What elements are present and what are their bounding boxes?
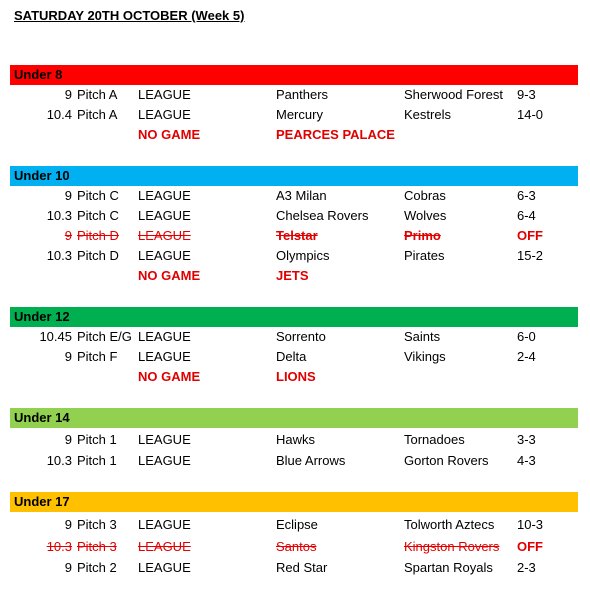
no-game-label: NO GAME [138, 268, 201, 283]
table-row [10, 558, 578, 578]
home-team: Mercury [276, 107, 323, 122]
away-team: Saints [404, 329, 441, 344]
score: 14-0 [517, 107, 544, 122]
match-type: LEAGUE [138, 539, 191, 554]
kickoff-time: 10.3 [46, 453, 72, 468]
match-type: LEAGUE [138, 349, 191, 364]
match-type: LEAGUE [138, 188, 191, 203]
score: 2-3 [517, 560, 536, 575]
no-game-label: NO GAME [138, 369, 201, 384]
section-under-12 [10, 307, 578, 387]
kickoff-time: 9 [64, 517, 72, 532]
score: 15-2 [517, 248, 544, 263]
score: 6-3 [517, 188, 536, 203]
table-row [10, 451, 578, 471]
section-header: Under 17 [10, 492, 578, 512]
match-type: LEAGUE [138, 329, 191, 344]
cancelled-row [10, 226, 578, 246]
kickoff-time: 10.4 [46, 107, 72, 122]
section-header: Under 8 [10, 65, 578, 85]
away-team: Gorton Rovers [404, 453, 489, 468]
score: 6-4 [517, 208, 536, 223]
cancelled-row [10, 537, 578, 557]
score: 10-3 [517, 517, 544, 532]
pitch: Pitch 1 [77, 453, 117, 468]
kickoff-time: 9 [64, 228, 72, 243]
match-type: LEAGUE [138, 248, 191, 263]
home-team: Chelsea Rovers [276, 208, 369, 223]
pitch: Pitch F [77, 349, 118, 364]
table-row [10, 515, 578, 535]
home-team: Sorrento [276, 329, 326, 344]
home-team: Red Star [276, 560, 328, 575]
match-type: LEAGUE [138, 517, 191, 532]
bye-team: JETS [276, 268, 309, 283]
kickoff-time: 9 [64, 87, 72, 102]
section-header: Under 12 [10, 307, 578, 327]
kickoff-time: 9 [64, 349, 72, 364]
pitch: Pitch A [77, 87, 118, 102]
match-type: LEAGUE [138, 228, 191, 243]
home-team: Santos [276, 539, 317, 554]
kickoff-time: 10.3 [46, 208, 72, 223]
score: 9-3 [517, 87, 536, 102]
bye-team: PEARCES PALACE [276, 127, 395, 142]
home-team: Olympics [276, 248, 330, 263]
away-team: Kingston Rovers [404, 539, 500, 554]
home-team: Hawks [276, 432, 316, 447]
pitch: Pitch D [77, 228, 119, 243]
table-row [10, 246, 578, 266]
home-team: A3 Milan [276, 188, 327, 203]
away-team: Kestrels [404, 107, 451, 122]
match-type: LEAGUE [138, 432, 191, 447]
pitch: Pitch A [77, 107, 118, 122]
kickoff-time: 9 [64, 432, 72, 447]
away-team: Tolworth Aztecs [404, 517, 495, 532]
section-under-14 [10, 408, 578, 471]
kickoff-time: 10.3 [46, 539, 72, 554]
no-game-label: NO GAME [138, 127, 201, 142]
home-team: Delta [276, 349, 307, 364]
score-off: OFF [517, 539, 543, 554]
pitch: Pitch 3 [77, 539, 117, 554]
section-header: Under 10 [10, 166, 578, 186]
table-row [10, 186, 578, 206]
table-row [10, 347, 578, 367]
table-row [10, 206, 578, 226]
pitch: Pitch C [77, 188, 119, 203]
kickoff-time: 10.45 [39, 329, 72, 344]
table-row [10, 105, 578, 125]
match-type: LEAGUE [138, 560, 191, 575]
page-title: SATURDAY 20TH OCTOBER (Week 5) [14, 8, 245, 23]
away-team: Tornadoes [404, 432, 465, 447]
pitch: Pitch C [77, 208, 119, 223]
away-team: Pirates [404, 248, 445, 263]
no-game-row [10, 266, 578, 286]
table-row [10, 327, 578, 347]
score-off: OFF [517, 228, 543, 243]
score: 4-3 [517, 453, 536, 468]
away-team: Spartan Royals [404, 560, 493, 575]
pitch: Pitch 3 [77, 517, 117, 532]
away-team: Cobras [404, 188, 446, 203]
no-game-row [10, 125, 578, 145]
table-row [10, 85, 578, 105]
match-type: LEAGUE [138, 208, 191, 223]
kickoff-time: 10.3 [46, 248, 72, 263]
pitch: Pitch E/G [77, 329, 132, 344]
away-team: Sherwood Forest [404, 87, 503, 102]
match-type: LEAGUE [138, 453, 191, 468]
section-under-10 [10, 166, 578, 286]
away-team: Wolves [404, 208, 447, 223]
match-type: LEAGUE [138, 87, 191, 102]
home-team: Blue Arrows [276, 453, 346, 468]
section-under-17 [10, 492, 578, 578]
away-team: Vikings [404, 349, 446, 364]
pitch: Pitch 1 [77, 432, 117, 447]
home-team: Telstar [276, 228, 318, 243]
away-team: Primo [404, 228, 441, 243]
score: 6-0 [517, 329, 536, 344]
section-under-8 [10, 65, 578, 145]
score: 2-4 [517, 349, 536, 364]
kickoff-time: 9 [64, 188, 72, 203]
no-game-row [10, 367, 578, 387]
pitch: Pitch 2 [77, 560, 117, 575]
table-row [10, 430, 578, 450]
match-type: LEAGUE [138, 107, 191, 122]
home-team: Eclipse [276, 517, 318, 532]
home-team: Panthers [276, 87, 329, 102]
score: 3-3 [517, 432, 536, 447]
section-header: Under 14 [10, 408, 578, 428]
bye-team: LIONS [276, 369, 316, 384]
pitch: Pitch D [77, 248, 119, 263]
kickoff-time: 9 [64, 560, 72, 575]
